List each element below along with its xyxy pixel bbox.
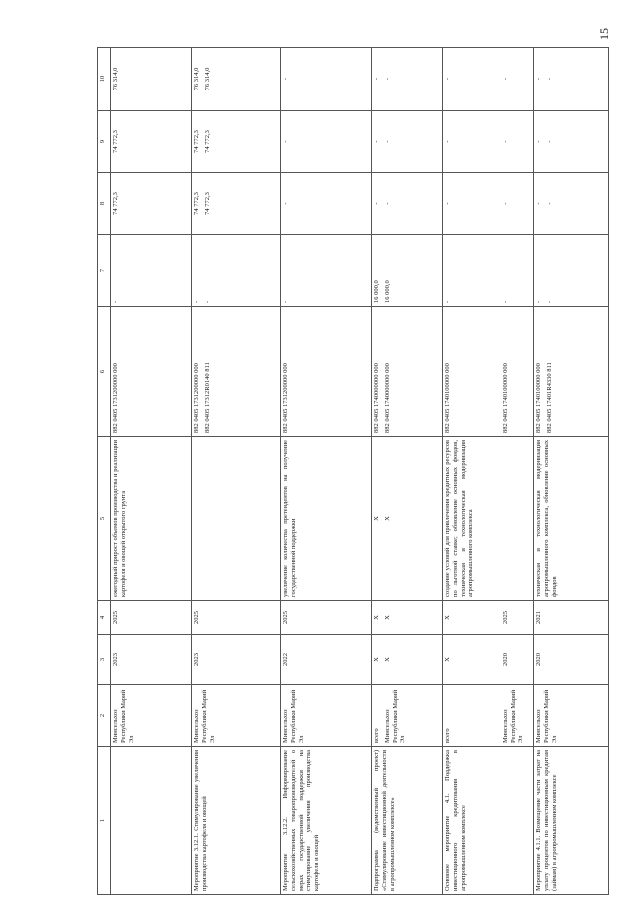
cell-value-8 [372, 173, 443, 235]
cell-executor: Минсельхоз Республики Марий Эл [281, 685, 372, 747]
value-line: X [444, 657, 451, 662]
col-header-3: 3 [98, 635, 111, 685]
budget-code-line: 882 0405 1740100000 000 [535, 363, 542, 433]
cell-value-7 [192, 235, 281, 307]
budget-code-line: 882 0405 1740100000 000 [501, 363, 509, 433]
cell-value-7: - [111, 235, 192, 307]
budget-code-line: 882 0405 1740000000 000 [373, 363, 380, 433]
col-header-8: 8 [98, 173, 111, 235]
value-line: 16 000,0 [373, 280, 380, 303]
cell-name: Мероприятие 3.12.2. Информирование сельскохозяйственных товаропроизводителей о мерах государственной поддержки на стимулирование увеличения производства картофеля и овощей [281, 747, 372, 895]
value-line: - [373, 77, 380, 81]
executor-line: Минсельхоз Республики Марий Эл [383, 689, 407, 743]
cell-value-7: - [281, 235, 372, 307]
value-line: - [501, 300, 509, 303]
cell-value-7 [534, 235, 609, 307]
cell-value-10: 76 314,0 [111, 48, 192, 111]
cell-start-year: 2023 [192, 635, 281, 685]
cell-value-8 [192, 173, 281, 235]
col-header-9: 9 [98, 111, 111, 173]
value-line: X [383, 516, 391, 521]
value-line: 76 314,0 [193, 67, 200, 91]
cell-value-10 [192, 48, 281, 111]
cell-end-year: 2025 [192, 601, 281, 635]
budget-code-line: 882 0405 1731200000 000 [193, 363, 200, 433]
table-row [281, 48, 372, 895]
cell-budget-code [192, 307, 281, 437]
cell-value-9 [372, 111, 443, 173]
value-line: X [383, 615, 391, 620]
cell-name: Мероприятие 3.12.1. Стимулирование увеличения производства картофеля и овощей [192, 747, 281, 895]
budget-code-line: 882 0405 17312R0140 811 [203, 362, 211, 433]
cell-value-9: 74 772,3 [111, 111, 192, 173]
cell-value-9 [534, 111, 609, 173]
cell-end-year: 2021 [534, 601, 609, 635]
cell-name: Подпрограмма (ведомственный проект) «Стимулирование инвестиционной деятельности в агропромышленном комплексе» [372, 747, 443, 895]
cell-start-year [372, 635, 443, 685]
cell-executor: Минсельхоз Республики Марий Эл [192, 685, 281, 747]
cell-result: увеличение количества претендентов на получение государственной поддержки [281, 437, 372, 601]
value-line: - [501, 140, 509, 143]
cell-value-10 [534, 48, 609, 111]
col-header-4: 4 [98, 601, 111, 635]
value-line: - [545, 140, 553, 143]
cell-budget-code: 882 0405 1731200000 000 [111, 307, 192, 437]
value-line: 74 772,3 [193, 192, 200, 215]
value-line: - [383, 202, 391, 205]
value-line: X [444, 615, 451, 620]
value-line: 74 772,3 [203, 130, 211, 153]
cell-budget-code [372, 307, 443, 437]
value-line: - [203, 300, 211, 303]
cell-value-10: - [281, 48, 372, 111]
value-line: - [545, 300, 553, 303]
cell-budget-code [534, 307, 609, 437]
value-line: - [444, 300, 451, 303]
value-line: - [383, 140, 391, 143]
cell-end-year [443, 601, 534, 635]
program-table [97, 47, 609, 895]
cell-name: Основное мероприятие 4.1. Поддержка инвестиционного кредитования в агропромышленном комплексе [443, 747, 534, 895]
executor-line: Минсельхоз Республики Марий Эл [501, 689, 525, 743]
cell-value-10 [443, 48, 534, 111]
cell-executor: Минсельхоз Республики Марий Эл [111, 685, 192, 747]
value-line: - [501, 202, 509, 205]
cell-end-year: 2025 [111, 601, 192, 635]
table-row [372, 48, 443, 895]
cell-start-year: 2020 [534, 635, 609, 685]
cell-result [192, 437, 281, 601]
value-line: X [373, 615, 380, 620]
cell-executor [372, 685, 443, 747]
value-line: X [383, 657, 391, 662]
table-row [443, 48, 534, 895]
cell-end-year [372, 601, 443, 635]
value-line: - [444, 77, 451, 81]
value-line: - [383, 77, 391, 81]
cell-start-year [443, 635, 534, 685]
cell-result: ежегодный прирост объемов производства и реализации картофеля и овощей открытого грунта [111, 437, 192, 601]
value-line: X [373, 516, 380, 521]
value-line: - [535, 202, 542, 205]
value-line: 2020 [501, 653, 509, 666]
executor-line: всего [444, 728, 451, 743]
cell-name: Мероприятие 4.1.1. Возмещение части затрат на уплату процентов по инвестиционным кредитам (займам) в агропромышленном комплексе [534, 747, 609, 895]
cell-value-10 [372, 48, 443, 111]
cell-value-8 [443, 173, 534, 235]
col-header-6: 6 [98, 307, 111, 437]
value-line: - [535, 140, 542, 143]
page-number: 15 [597, 28, 611, 40]
table-row [111, 48, 192, 895]
value-line: - [444, 140, 451, 143]
cell-value-9 [192, 111, 281, 173]
value-line: 74 772,3 [193, 130, 200, 153]
cell-value-7 [372, 235, 443, 307]
value-line: 74 772,3 [203, 192, 211, 215]
value-line: - [535, 300, 542, 303]
cell-executor [443, 685, 534, 747]
value-line: 16 000,0 [383, 280, 391, 303]
cell-result [372, 437, 443, 601]
value-line: - [535, 77, 542, 81]
value-line: 2025 [501, 611, 509, 624]
cell-budget-code: 882 0405 1731200000 000 [281, 307, 372, 437]
value-line: - [501, 77, 509, 81]
cell-value-9 [443, 111, 534, 173]
cell-start-year: 2022 [281, 635, 372, 685]
cell-result: техническая и технологическая модернизация агропромышленного комплекса, обновление основных фондов [534, 437, 609, 601]
header-row [98, 48, 111, 895]
col-header-5: 5 [98, 437, 111, 601]
value-line: - [545, 202, 553, 205]
value-line: - [373, 202, 380, 205]
executor-line: всего [373, 728, 380, 743]
col-header-7: 7 [98, 235, 111, 307]
col-header-10: 10 [98, 48, 111, 111]
cell-value-7 [443, 235, 534, 307]
value-line: - [193, 300, 200, 303]
col-header-2: 2 [98, 685, 111, 747]
cell-value-8 [534, 173, 609, 235]
budget-code-line: 882 0405 1740100000 000 [444, 363, 451, 433]
table-row [534, 48, 609, 895]
value-line: - [545, 77, 553, 81]
cell-start-year: 2023 [111, 635, 192, 685]
cell-value-9: - [281, 111, 372, 173]
cell-end-year: 2025 [281, 601, 372, 635]
cell-executor: Минсельхоз Республики Марий Эл [534, 685, 609, 747]
budget-code-line: 882 0405 1740000000 000 [383, 363, 391, 433]
value-line: - [373, 140, 380, 143]
value-line: X [373, 657, 380, 662]
cell-name [111, 747, 192, 895]
value-line: 76 314,0 [203, 67, 211, 91]
cell-budget-code [443, 307, 534, 437]
budget-code-line: 882 0405 17401R4330 811 [545, 362, 553, 433]
cell-value-8: - [281, 173, 372, 235]
cell-value-8: 74 772,3 [111, 173, 192, 235]
col-header-1: 1 [98, 747, 111, 895]
cell-result: создание условий для привлечения кредитных ресурсов по льготной ставке; обновление основных фондов, техническая и технологическая модернизация агропромышленного комплекса [443, 437, 534, 601]
table-row [192, 48, 281, 895]
value-line: - [444, 202, 451, 205]
rotated-table-wrapper [97, 48, 589, 895]
